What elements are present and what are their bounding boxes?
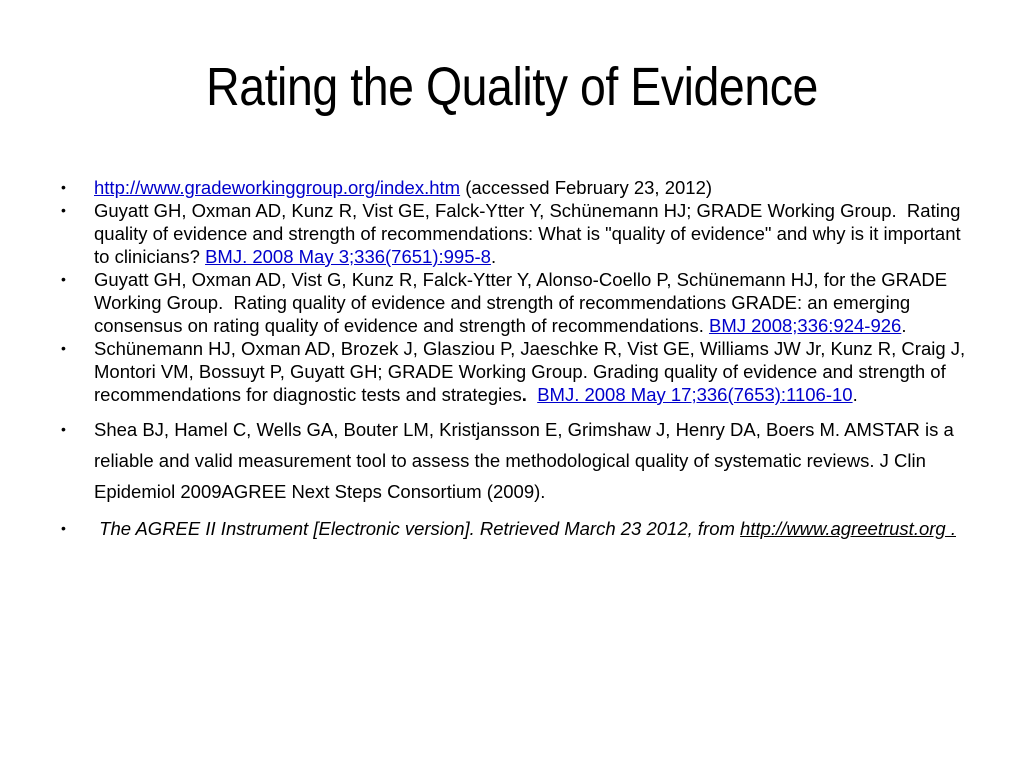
reference-link[interactable]: BMJ. 2008 May 17;336(7653):1106-10 — [537, 384, 853, 405]
reference-text: . — [490, 246, 497, 267]
list-item — [56, 176, 976, 199]
list-item — [56, 513, 976, 544]
reference-text: Guyatt GH, Oxman AD, Vist G, Kunz R, Falck-Ytter Y, Alonso-Coello P, Schünemann HJ, for the GRADE Working Group. Rating quality of evidence and strength of recommendations GRADE: an emerging consensus on rating quality of evidence and strength of recommendations. — [94, 269, 953, 336]
list-item — [56, 414, 976, 507]
reference-text: . — [521, 384, 527, 405]
list-item — [56, 268, 976, 337]
reference-text: . — [852, 384, 858, 405]
reference-text — [527, 384, 537, 405]
reference-text: Guyatt GH, Oxman AD, Kunz R, Vist GE, Falck-Ytter Y, Schünemann HJ; GRADE Working Group. Rating quality of evidence and strength of recommendations: What is "quality of evidence" and why is it important to clinicians? — [94, 200, 966, 267]
reference-link[interactable]: BMJ 2008;336:924-926 — [708, 315, 902, 336]
reference-link[interactable]: http://www.gradeworkinggroup.org/index.htm — [94, 177, 461, 198]
reference-link[interactable]: BMJ. 2008 May 3;336(7651):995-8 — [205, 246, 491, 267]
list-item — [56, 337, 976, 406]
list-item — [56, 199, 976, 268]
reference-text: . — [901, 315, 907, 336]
reference-text: Schünemann HJ, Oxman AD, Brozek J, Glasziou P, Jaeschke R, Vist GE, Williams JW Jr, Kunz R, Craig J, Montori VM, Bossuyt P, Guyatt GH; GRADE Working Group. Grading quality of evidence and strength of recommendations for diagnostic tests and strategies — [94, 338, 971, 405]
page-title: Rating the Quality of Evidence — [206, 57, 818, 117]
reference-link[interactable]: http://www.agreetrust.org . — [740, 518, 956, 539]
reference-text: The AGREE II Instrument [Electronic version]. Retrieved March 23 2012, from — [94, 518, 741, 539]
references-list — [56, 176, 976, 544]
reference-text: (accessed February 23, 2012) — [460, 177, 713, 198]
reference-text: Shea BJ, Hamel C, Wells GA, Bouter LM, Kristjansson E, Grimshaw J, Henry DA, Boers M. AMSTAR is a reliable and valid measurement tool to assess the methodological quality of systematic reviews. J Clin Epidemiol 2009AGREE Next Steps Consortium (2009). — [94, 419, 959, 502]
